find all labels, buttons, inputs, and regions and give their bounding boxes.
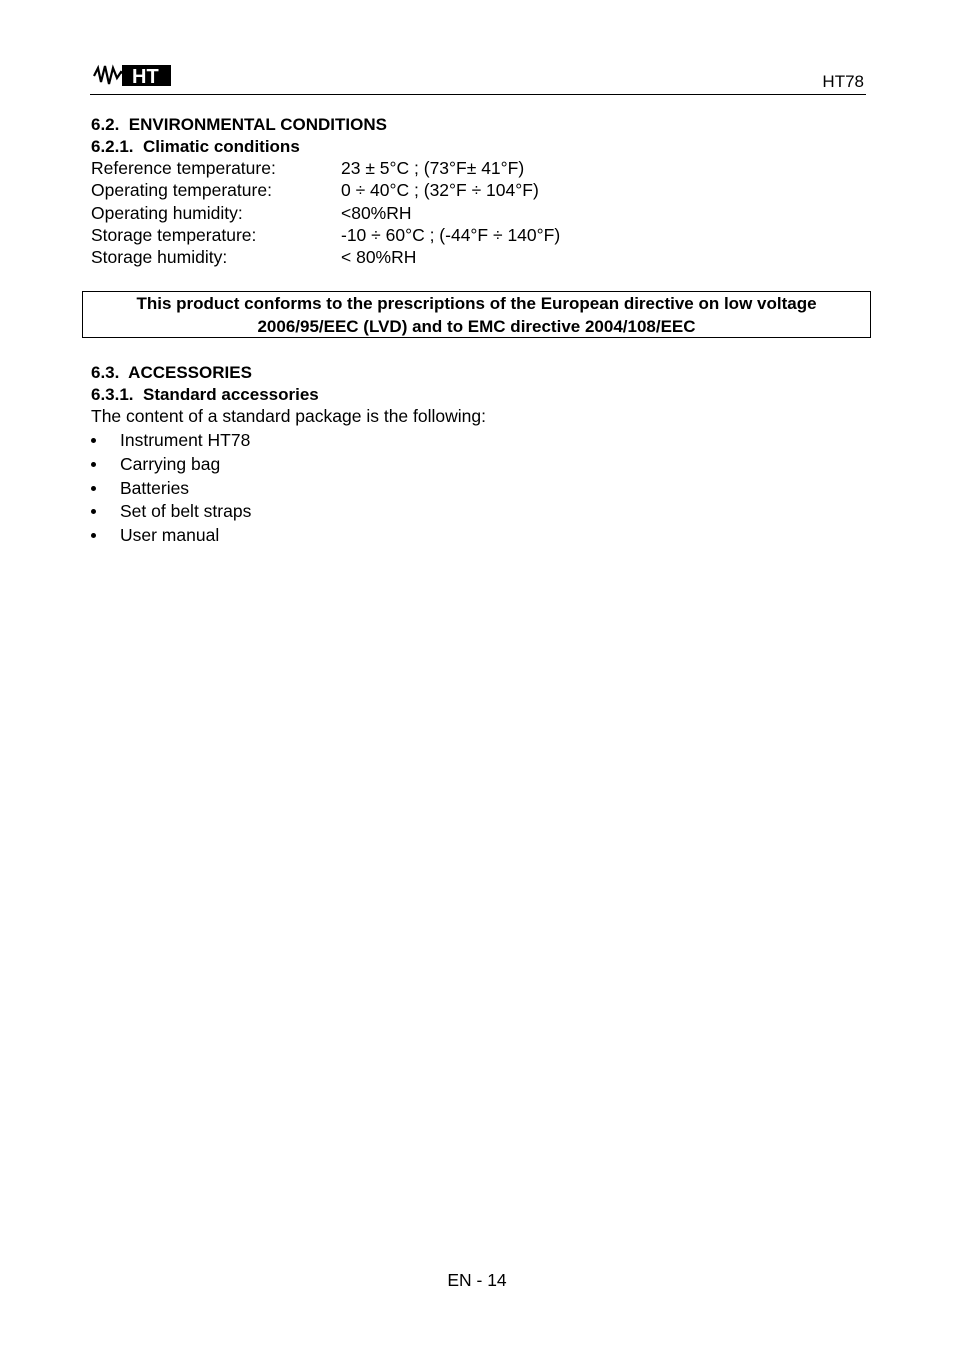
bullet-icon: [91, 462, 99, 470]
spec-value: 23 ± 5°C ; (73°F± 41°F): [341, 158, 525, 178]
notice-line: This product conforms to the prescriptions of the European directive on low voltage: [136, 294, 817, 313]
spec-label: Storage temperature:: [91, 225, 257, 245]
subsection-heading-standard-accessories: 6.3.1. Standard accessories: [91, 385, 319, 404]
spec-label: Reference temperature:: [91, 158, 276, 178]
spec-value: -10 ÷ 60°C ; (-44°F ÷ 140°F): [341, 225, 561, 245]
list-item: Set of belt straps: [120, 501, 252, 521]
list-item: User manual: [120, 525, 220, 545]
spec-label: Operating temperature:: [91, 180, 272, 200]
header-divider: [90, 94, 866, 95]
section-heading-environmental: 6.2. ENVIRONMENTAL CONDITIONS: [91, 115, 387, 134]
section-heading-accessories: 6.3. ACCESSORIES: [91, 363, 252, 382]
bullet-icon: [91, 486, 99, 494]
list-item: Batteries: [120, 478, 190, 498]
ht-logo: [92, 62, 172, 88]
subsection-heading-climatic: 6.2.1. Climatic conditions: [91, 137, 300, 156]
accessories-intro: The content of a standard package is the following:: [91, 406, 486, 426]
list-item: Instrument HT78: [120, 430, 251, 450]
spec-value: 0 ÷ 40°C ; (32°F ÷ 104°F): [341, 180, 539, 200]
page-number: EN - 14: [447, 1270, 507, 1290]
model-label: HT78: [822, 72, 864, 91]
spec-label: Storage humidity:: [91, 247, 228, 267]
bullet-icon: [91, 533, 99, 541]
notice-line: 2006/95/EEC (LVD) and to EMC directive 2004/108/EEC: [257, 317, 696, 336]
bullet-icon: [91, 438, 99, 446]
spec-value: < 80%RH: [341, 247, 417, 267]
spec-label: Operating humidity:: [91, 203, 243, 223]
list-item: Carrying bag: [120, 454, 221, 474]
spec-value: <80%RH: [341, 203, 412, 223]
bullet-icon: [91, 509, 99, 517]
logo-lettering: HT: [132, 66, 159, 88]
conformity-notice-box: [82, 291, 871, 338]
